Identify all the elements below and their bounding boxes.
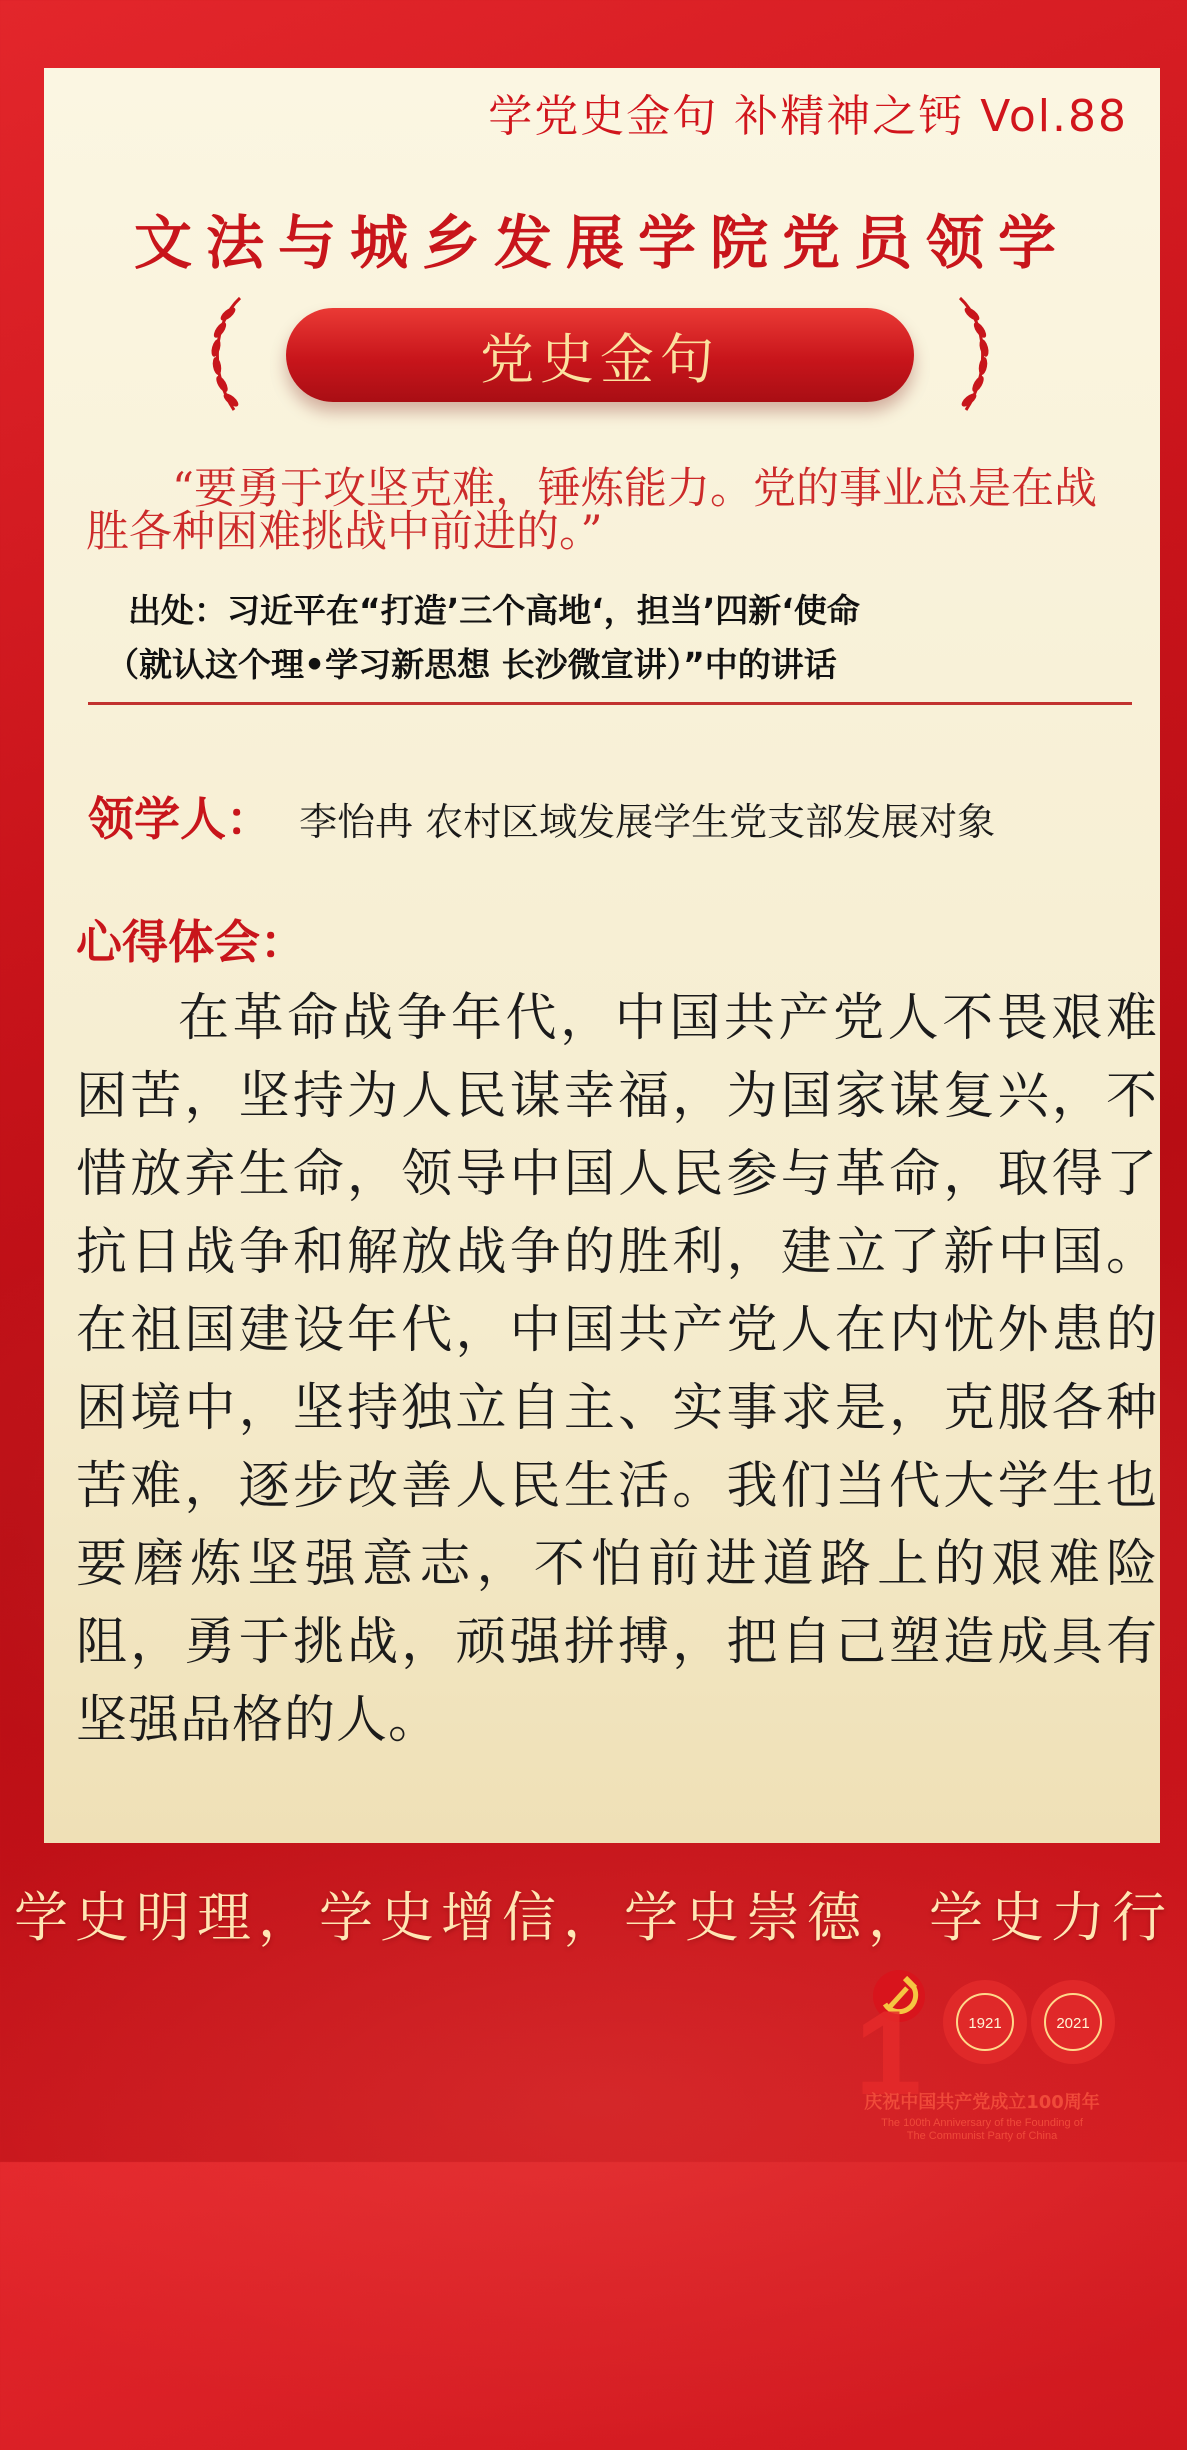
experience-heading: 心得体会： [76,915,306,969]
laurel-left-icon [204,294,248,414]
emblem-caption-en: The 100th Anniversary of the Founding of [881,2117,1083,2129]
leader-row [88,783,995,849]
leader-value: 李怡冉 农村区域发展学生党支部发展对象 [299,800,996,844]
emblem-caption-en: The Communist Party of China [906,2130,1058,2142]
emblem-caption-cn: 庆祝中国共产党成立100周年 [864,2092,1100,2113]
source-line: （就认这个理•学习新思想 长沙微宣讲）”中的讲话 [106,645,837,684]
laurel-right-icon [952,294,996,414]
college-title: 文法与城乡发展学院党员领学 [133,209,1070,277]
svg-text:1: 1 [855,1986,922,2120]
content-card [44,68,1160,1843]
centenary-emblem [837,1934,1127,2144]
leader-label: 领学人： [88,792,272,846]
slogan: 学史明理，学史增信，学史崇德，学史力行 [14,1886,1173,1949]
volume-title: 学党史金句 补精神之钙 Vol.88 [488,91,1128,142]
golden-quote: “要勇于攻坚克难，锤炼能力。党的事业总是在战胜各种困难挑战中前进的。” [86,464,1097,557]
banner-label: 党史金句 [480,327,720,391]
experience-body: 在革命战争年代，中国共产党人不畏艰难困苦，坚持为人民谋幸福，为国家谋复兴，不惜放弃生命，领导中国人民参与革命，取得了抗日战争和解放战争的胜利，建立了新中国。在祖国建设年代，中国共产党人在内忧外患的困境中，坚持独立自主、实事求是，克服各种苦难，逐步改善人民生活。我们当代大学生也要磨炼坚强意志，不怕前进道路上的艰难险阻，勇于挑战，顽强拼搏，把自己塑造成具有坚强品格的人。 [76,989,1158,1750]
year-start: 1921 [968,2015,1002,2032]
divider [88,702,1132,705]
section-banner [286,308,914,402]
year-end: 2021 [1056,2015,1090,2032]
source-line: 出处：习近平在“打造’三个高地‘，担当’四新‘使命 [128,591,860,630]
quote-source [106,584,1136,692]
